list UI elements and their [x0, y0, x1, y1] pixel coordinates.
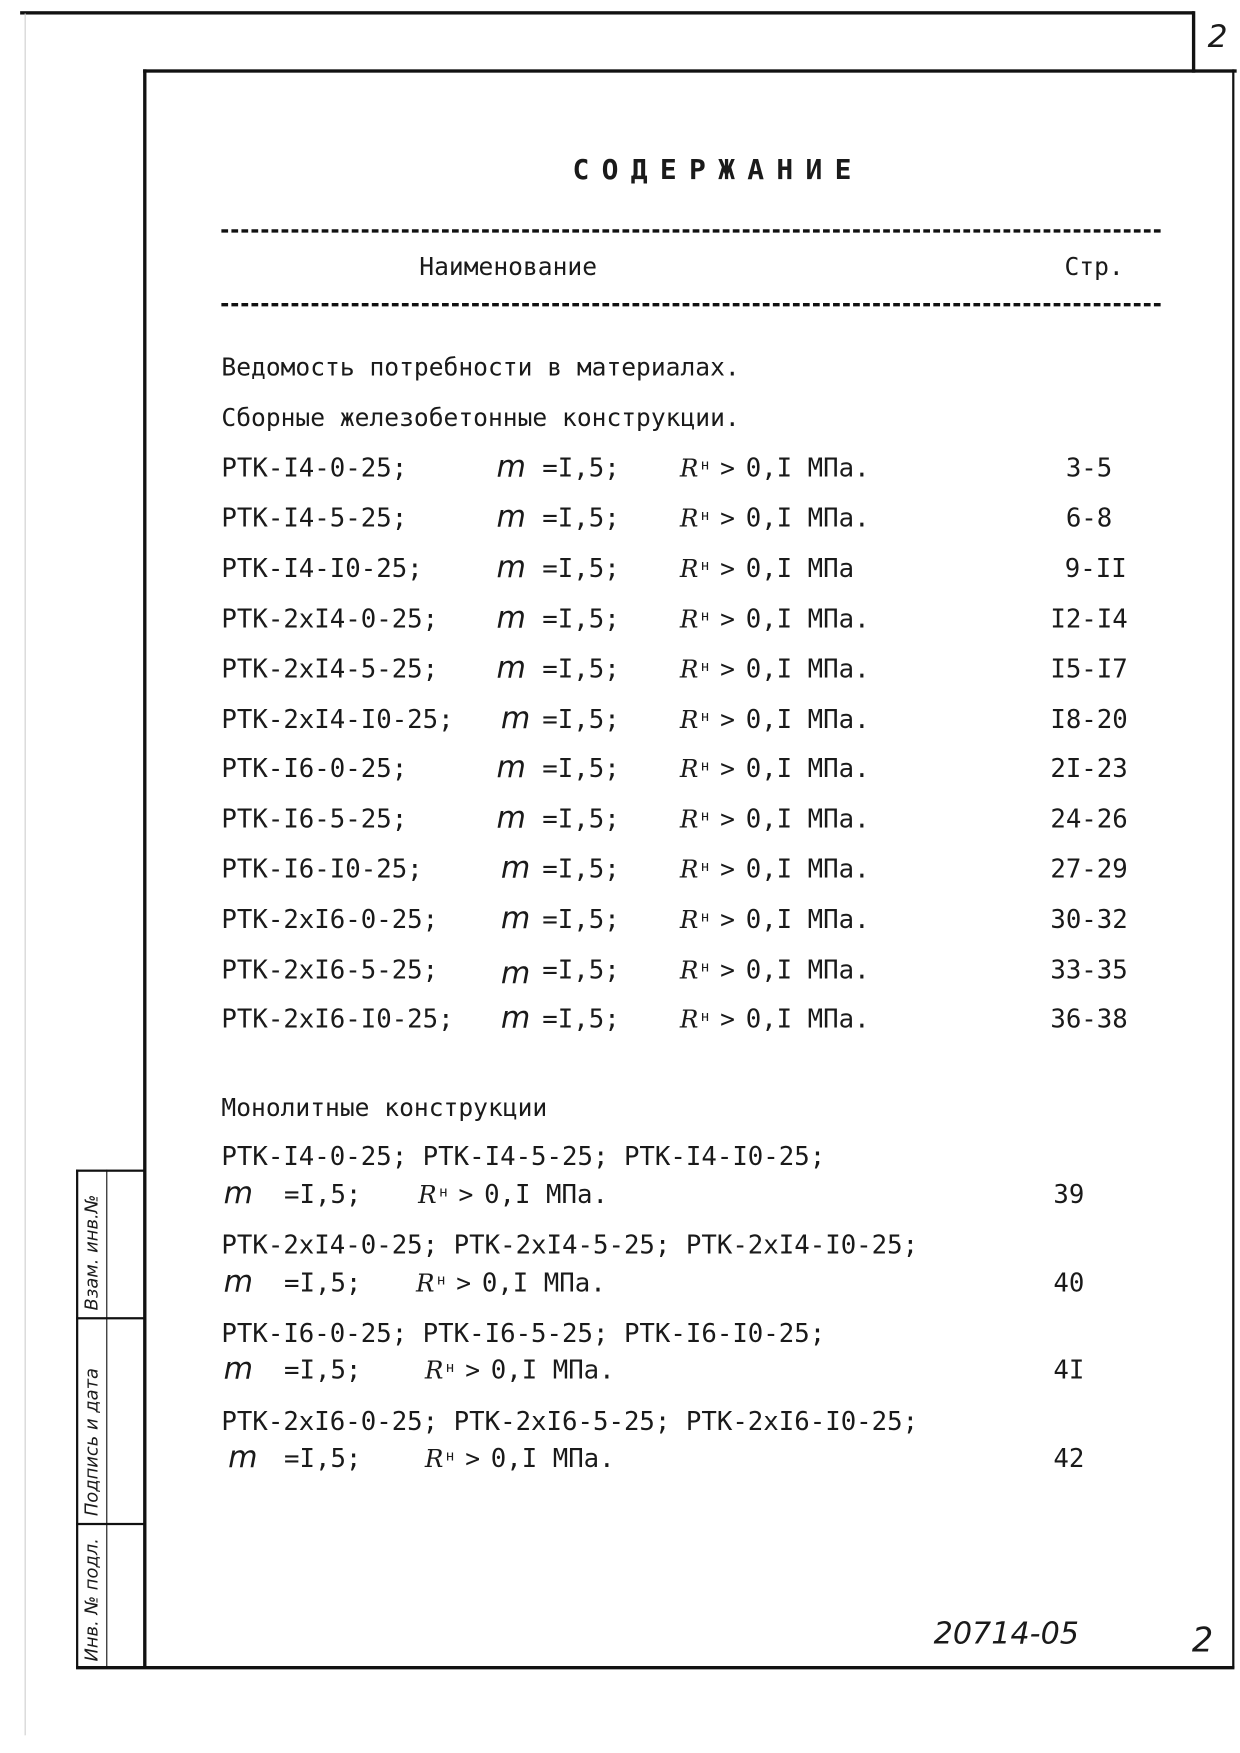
- strength-superscript: н: [700, 658, 710, 675]
- greater-than-sign: >: [465, 1445, 481, 1474]
- page-range: 36-38: [1050, 1005, 1128, 1035]
- greater-than-sign: >: [458, 1181, 474, 1210]
- strength-value: 0,I МПа.: [745, 504, 870, 534]
- coefficient-value: =I,5;: [284, 1444, 362, 1474]
- strength-superscript: н: [700, 607, 710, 625]
- strength-expression: [680, 706, 870, 735]
- coefficient-symbol: m: [496, 449, 526, 485]
- strength-superscript: н: [445, 1359, 455, 1377]
- item-code: PTK-2xI6-I0-25;: [221, 1005, 454, 1035]
- greater-than-sign: >: [720, 957, 735, 986]
- strength-expression: [680, 555, 854, 584]
- strength-superscript: н: [438, 1183, 448, 1201]
- page-range: 6-8: [1065, 504, 1113, 534]
- replacement-inventory-label: Взам. инв.№: [80, 1194, 102, 1311]
- strength-expression: [680, 956, 870, 985]
- coefficient-value: =I,5;: [542, 504, 620, 534]
- strength-value: 0,I МПа.: [745, 805, 870, 835]
- strength-expression: [680, 1005, 870, 1034]
- coefficient-value: =I,5;: [542, 805, 620, 835]
- strength-expression: [425, 1356, 615, 1385]
- greater-than-sign: >: [720, 455, 735, 484]
- name-column-header: Наименование: [419, 253, 598, 282]
- page-number-ref: 39: [1053, 1180, 1085, 1210]
- strength-expression: [680, 805, 870, 834]
- page-range: 30-32: [1050, 905, 1128, 935]
- strength-superscript: н: [700, 557, 710, 575]
- coefficient-value: =I,5;: [542, 754, 620, 784]
- strength-symbol: R: [679, 755, 699, 784]
- stamp-divider-2: [76, 1523, 145, 1525]
- item-code: PTK-2xI4-I0-25;: [221, 705, 454, 735]
- header-bottom-dashes: [221, 303, 1160, 306]
- strength-symbol: R: [679, 455, 699, 484]
- strength-superscript: н: [700, 908, 710, 926]
- strength-value: 0,I МПа.: [745, 604, 870, 634]
- strength-superscript: н: [700, 757, 710, 775]
- coefficient-value: =I,5;: [542, 905, 620, 935]
- coefficient-symbol: m: [496, 550, 526, 585]
- strength-superscript: н: [700, 507, 710, 525]
- strength-expression: [416, 1269, 606, 1298]
- coefficient-value: =I,5;: [542, 554, 620, 584]
- coefficient-value: =I,5;: [284, 1356, 362, 1386]
- coefficient-value: =I,5;: [542, 955, 620, 986]
- coefficient-symbol: m: [223, 1264, 254, 1300]
- greater-than-sign: >: [720, 555, 735, 584]
- coefficient-symbol: m: [496, 600, 526, 636]
- greater-than-sign: >: [720, 706, 735, 735]
- coefficient-value: =I,5;: [284, 1180, 362, 1210]
- strength-superscript: н: [445, 1447, 455, 1465]
- frame-bottom-line: [76, 1666, 1234, 1669]
- strength-value: 0,I МПа.: [745, 453, 870, 484]
- page-number-ref: 40: [1053, 1269, 1085, 1299]
- strength-symbol: R: [679, 957, 699, 986]
- page-number-ref: 42: [1053, 1444, 1085, 1474]
- coefficient-symbol: m: [496, 750, 526, 785]
- coefficient-value: =I,5;: [542, 855, 620, 885]
- coefficient-value: =I,5;: [542, 604, 620, 634]
- strength-symbol: R: [424, 1357, 444, 1386]
- item-code: PTK-I4-0-25;: [221, 453, 408, 484]
- coefficient-value: =I,5;: [542, 1005, 620, 1035]
- frame-top-line: [143, 69, 1237, 72]
- stamp-middle-line: [106, 1170, 107, 1669]
- coefficient-value: =I,5;: [542, 705, 620, 735]
- page-range: 27-29: [1050, 855, 1128, 885]
- item-codes: PTK-2xI4-0-25; PTK-2xI4-5-25; PTK-2xI4-I0-25;: [221, 1231, 919, 1261]
- frame-left-line: [143, 69, 146, 1668]
- strength-value: 0,I МПа.: [745, 754, 870, 784]
- stamp-left-line: [76, 1170, 78, 1669]
- item-codes: PTK-I6-0-25; PTK-I6-5-25; PTK-I6-I0-25;: [221, 1319, 826, 1349]
- strength-value: 0,I МПа.: [490, 1356, 615, 1386]
- strength-superscript: н: [700, 958, 710, 976]
- coefficient-symbol: m: [223, 1351, 254, 1387]
- page-range: 33-35: [1050, 955, 1128, 986]
- item-codes: PTK-I4-0-25; PTK-I4-5-25; PTK-I4-I0-25;: [221, 1142, 826, 1172]
- strength-value: 0,I МПа.: [745, 1005, 870, 1035]
- page-number: 2: [1191, 1621, 1214, 1661]
- strength-symbol: R: [679, 555, 699, 584]
- corner-sheet-number: 2: [1207, 17, 1228, 55]
- greater-than-sign: >: [720, 1006, 735, 1035]
- item-code: PTK-2xI4-0-25;: [221, 604, 439, 634]
- strength-expression: [680, 855, 870, 884]
- greater-than-sign: >: [720, 656, 735, 685]
- strength-expression: [680, 755, 870, 784]
- strength-expression: [680, 605, 870, 634]
- corner-box-left: [1192, 11, 1195, 72]
- item-code: PTK-2xI6-5-25;: [221, 955, 439, 986]
- strength-expression: [680, 454, 870, 483]
- strength-superscript: н: [436, 1272, 446, 1289]
- stamp-top-line: [76, 1170, 145, 1172]
- item-codes: PTK-2xI6-0-25; PTK-2xI6-5-25; PTK-2xI6-I0-25;: [221, 1407, 919, 1437]
- strength-superscript: н: [700, 456, 710, 474]
- coefficient-symbol: m: [500, 901, 531, 936]
- greater-than-sign: >: [720, 505, 735, 534]
- materials-statement-line: Ведомость потребности в материалах.: [221, 354, 740, 383]
- strength-superscript: н: [700, 858, 710, 876]
- coefficient-symbol: m: [500, 955, 531, 991]
- greater-than-sign: >: [720, 856, 735, 885]
- strength-expression: [680, 655, 870, 684]
- coefficient-symbol: m: [496, 800, 526, 836]
- greater-than-sign: >: [465, 1357, 481, 1386]
- strength-value: 0,I МПа: [745, 554, 855, 584]
- strength-value: 0,I МПа.: [745, 705, 870, 735]
- greater-than-sign: >: [720, 806, 735, 835]
- left-outer-border: [25, 13, 26, 1735]
- frame-right-line: [1232, 69, 1234, 1668]
- coefficient-symbol: m: [496, 499, 526, 535]
- item-code: PTK-I6-I0-25;: [221, 855, 423, 885]
- strength-expression: [680, 906, 870, 935]
- strength-symbol: R: [424, 1445, 444, 1474]
- strength-symbol: R: [679, 706, 699, 735]
- greater-than-sign: >: [720, 755, 735, 784]
- strength-symbol: R: [418, 1181, 437, 1210]
- coefficient-value: =I,5;: [542, 453, 620, 484]
- strength-expression: [425, 1445, 615, 1474]
- coefficient-symbol: m: [223, 1176, 254, 1211]
- coefficient-symbol: m: [500, 850, 531, 886]
- document-number: 20714-05: [933, 1616, 1079, 1652]
- page-range: I8-20: [1050, 705, 1128, 735]
- page-range: I2-I4: [1050, 604, 1128, 634]
- item-code: PTK-I4-5-25;: [221, 504, 408, 534]
- stamp-divider-1: [76, 1317, 145, 1319]
- item-code: PTK-2xI6-0-25;: [221, 905, 439, 935]
- strength-value: 0,I МПа.: [745, 855, 870, 885]
- strength-value: 0,I МПа.: [745, 955, 870, 986]
- strength-superscript: н: [700, 1008, 710, 1025]
- item-code: PTK-I6-5-25;: [221, 805, 408, 835]
- strength-value: 0,I МПа.: [745, 905, 870, 935]
- strength-value: 0,I МПа.: [490, 1444, 615, 1474]
- coefficient-value: =I,5;: [542, 655, 620, 685]
- strength-superscript: н: [700, 708, 710, 726]
- signature-date-label: Подпись и дата: [80, 1367, 102, 1517]
- item-code: PTK-I4-I0-25;: [221, 554, 423, 584]
- strength-value: 0,I МПа.: [484, 1180, 608, 1210]
- strength-value: 0,I МПа.: [481, 1269, 606, 1299]
- page-range: I5-I7: [1050, 655, 1128, 685]
- item-code: PTK-2xI4-5-25;: [221, 655, 439, 685]
- strength-symbol: R: [679, 606, 699, 634]
- coefficient-value: =I,5;: [284, 1269, 362, 1299]
- monolithic-section-title: Монолитные конструкции: [221, 1094, 548, 1123]
- header-top-dashes: [221, 229, 1160, 232]
- strength-symbol: R: [679, 906, 699, 935]
- page-range: 2I-23: [1050, 754, 1128, 784]
- page-title: СОДЕРЖАНИЕ: [572, 153, 864, 186]
- coefficient-symbol: m: [500, 1000, 531, 1036]
- strength-symbol: R: [679, 1006, 699, 1035]
- original-inventory-label: Инв. № подл.: [80, 1538, 102, 1662]
- coefficient-symbol: m: [228, 1440, 258, 1475]
- coefficient-symbol: m: [496, 650, 526, 686]
- greater-than-sign: >: [456, 1270, 472, 1299]
- strength-symbol: R: [415, 1270, 435, 1299]
- page-range: 3-5: [1065, 453, 1113, 484]
- greater-than-sign: >: [720, 906, 735, 935]
- coefficient-symbol: m: [500, 701, 531, 736]
- strength-superscript: н: [700, 808, 710, 825]
- page-number-ref: 4I: [1053, 1356, 1085, 1386]
- strength-expression: [680, 504, 870, 533]
- strength-value: 0,I МПа.: [745, 655, 870, 685]
- strength-symbol: R: [679, 806, 699, 835]
- strength-symbol: R: [679, 505, 699, 534]
- page-column-header: Стр.: [1064, 253, 1124, 282]
- greater-than-sign: >: [720, 606, 735, 634]
- strength-expression: [418, 1181, 608, 1210]
- page-range: 24-26: [1050, 805, 1128, 835]
- strength-symbol: R: [679, 856, 699, 885]
- item-code: PTK-I6-0-25;: [221, 754, 408, 784]
- page-range: 9-II: [1064, 554, 1127, 584]
- prefab-section-title: Сборные железобетонные конструкции.: [221, 404, 740, 433]
- top-border: [20, 11, 1194, 14]
- strength-symbol: R: [679, 656, 699, 685]
